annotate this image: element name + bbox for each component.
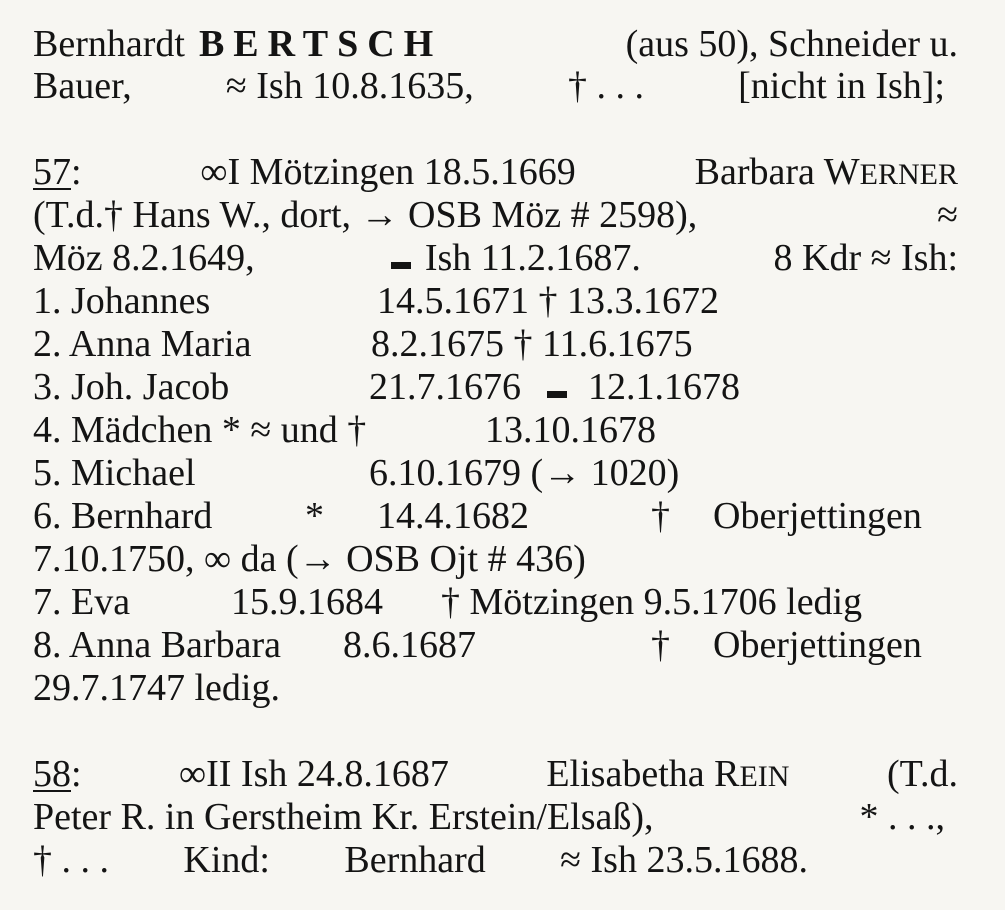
entry-56-line-2: [33, 64, 945, 108]
baptism-symbol: ≈: [937, 194, 958, 236]
child-4: [33, 408, 958, 452]
child-details: 7.10.1750, ∞ da (→ OSB Ojt # 436): [33, 538, 586, 580]
marriage: ∞I Mötzingen 18.5.1669: [200, 151, 576, 193]
death: † . . .: [567, 65, 644, 107]
spouse-surname-rest: EIN: [739, 760, 790, 793]
child-birth: 15.9.1684: [231, 581, 383, 623]
entry-number: 57: [33, 151, 71, 193]
surname: BERTSCH: [198, 23, 443, 65]
marriage: ∞II Ish 24.8.1687: [179, 753, 449, 795]
spouse-parents-start: (T.d.: [886, 753, 958, 795]
spouse-first-name: Elisabetha: [546, 753, 705, 795]
entry-57-line-3: [33, 236, 958, 280]
child-name: 6. Bernhard: [33, 495, 213, 537]
spouse-surname-initial: R: [714, 753, 740, 795]
child-name: 7. Eva: [33, 581, 131, 623]
child-dates: 8.2.1675 † 11.6.1675: [371, 323, 693, 365]
child-1: [33, 279, 958, 323]
child-birth: 14.4.1682: [377, 495, 529, 537]
child-7: [33, 580, 958, 624]
entry-58-line-3: [33, 838, 808, 882]
spouse-baptism: Möz 8.2.1649,: [33, 237, 255, 279]
first-name: Bernhardt: [33, 23, 185, 65]
death-symbol: †: [651, 624, 670, 666]
child-baptism: ≈ Ish 23.5.1688.: [560, 839, 808, 881]
child-3: [33, 365, 958, 409]
child-name: 8. Anna Barbara: [33, 624, 281, 666]
child-2: [33, 322, 958, 366]
entry-57-line-2: [33, 193, 958, 237]
child-details: 29.7.1747 ledig.: [33, 667, 280, 709]
child-burial: 12.1.1678: [588, 366, 740, 408]
birth-symbol: *: [305, 495, 324, 537]
child-name: Bernhard: [344, 839, 486, 881]
child-8-continued: [33, 666, 958, 710]
child-name: 4. Mädchen * ≈ und †: [33, 409, 367, 451]
entry-57-line-1: [33, 150, 958, 194]
baptism: ≈ Ish 10.8.1635,: [225, 65, 474, 107]
spouse-first-name: Barbara: [694, 151, 815, 193]
occupation-continued: Bauer,: [33, 65, 132, 107]
spouse-parents: Peter R. in Gerstheim Kr. Erstein/Elsaß),: [33, 796, 654, 838]
child-8: [33, 623, 958, 667]
child-6: [33, 494, 958, 538]
burial-icon: [391, 262, 411, 269]
spouse-surname-initial: W: [823, 151, 860, 193]
child-name: 3. Joh. Jacob: [33, 366, 230, 408]
child-dates: 13.10.1678: [485, 409, 656, 451]
child-death-place: Oberjettingen: [713, 624, 922, 666]
child-5: [33, 451, 958, 495]
note: [nicht in Ish];: [738, 65, 945, 107]
entry-56-line-1: [33, 22, 958, 66]
child-label: Kind:: [183, 839, 270, 881]
entry-58-line-2: [33, 795, 945, 839]
colon: :: [71, 753, 82, 795]
origin-and-occupation: (aus 50), Schneider u.: [625, 23, 958, 65]
child-name: 5. Michael: [33, 452, 196, 494]
child-birth: 21.7.1676: [369, 366, 521, 408]
child-death-place: Oberjettingen: [713, 495, 922, 537]
spouse-birth: * . . .,: [859, 796, 945, 838]
spouse-parents: (T.d.† Hans W., dort, → OSB Möz # 2598),: [33, 194, 698, 236]
entry-58-line-1: [33, 752, 958, 796]
child-dates: 6.10.1679 (→ 1020): [369, 452, 680, 494]
spouse-burial: Ish 11.2.1687.: [424, 237, 641, 279]
child-name: 1. Johannes: [33, 280, 211, 322]
spouse-surname-rest: ERNER: [859, 158, 958, 191]
child-6-continued: [33, 537, 958, 581]
child-dates: 14.5.1671 † 13.3.1672: [377, 280, 719, 322]
child-birth: 8.6.1687: [343, 624, 476, 666]
child-death: † Mötzingen 9.5.1706 ledig: [441, 581, 863, 623]
child-name: 2. Anna Maria: [33, 323, 252, 365]
colon: :: [71, 151, 82, 193]
children-count: 8 Kdr ≈ Ish:: [773, 237, 958, 279]
spouse-death: † . . .: [33, 839, 109, 881]
entry-number: 58: [33, 753, 71, 795]
death-symbol: †: [651, 495, 670, 537]
burial-icon: [547, 391, 567, 398]
